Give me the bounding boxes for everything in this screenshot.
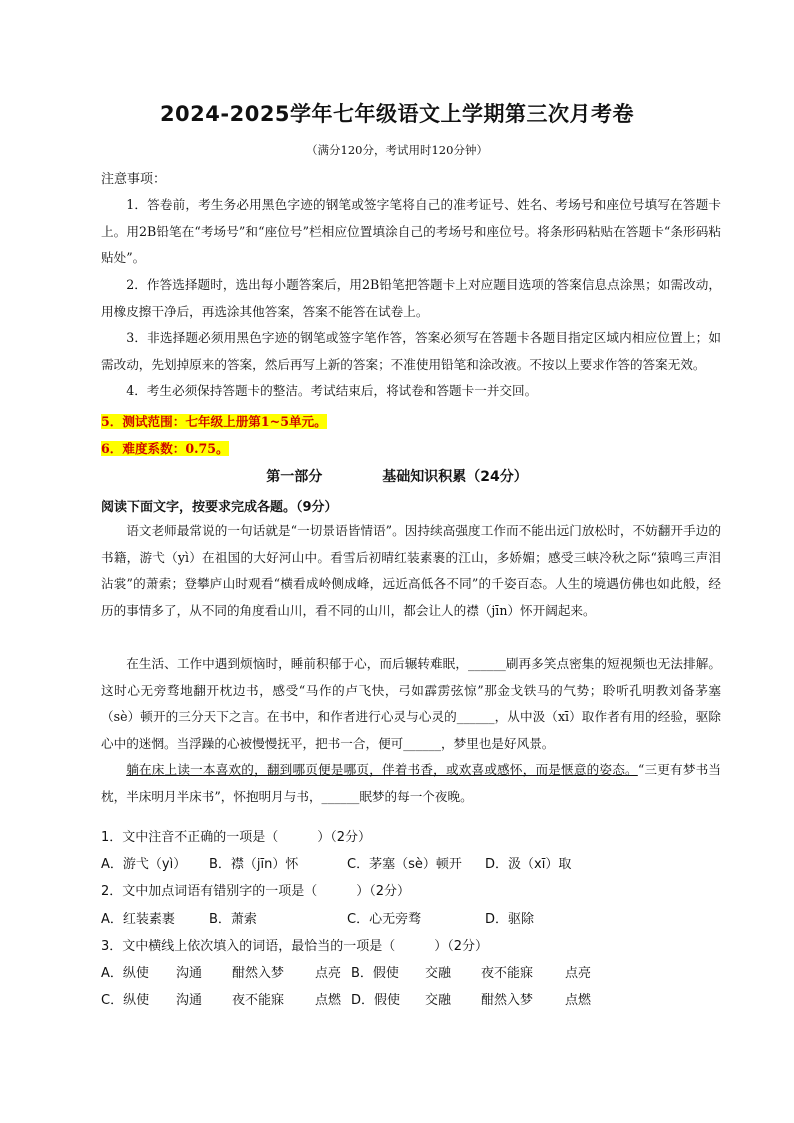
note-item-4: 4．考生必须保持答题卡的整洁。考试结束后，将试卷和答题卡一并交回。 (126, 383, 538, 398)
passage-paragraph-1: 语文老师最常说的一句话就是“一切景语皆情语”。因持续高强度工作而不能出远门放松时，不妨翻开手边的书籍，游弋（yì）在祖国的大好河山中。看雪后初晴红装素裹的江山，多娇媚；感受三峡冷秋之际“猿鸣三声泪沾裳”的萧索；登攀庐山时观看“横看成岭侧成峰，远近高低各不同”的千姿百态。人生的境遇仿佛也如此般，经历的事情多了，从不同的角度看山川，看不同的山川，都会让人的襟（jīn）怀开阔起来。 (101, 523, 721, 618)
question-1-option-c[interactable]: C．茅塞（sè）顿开 (347, 857, 462, 872)
option-word: 酣然入梦 (232, 966, 285, 981)
section-name: 基础知识积累（24分） (382, 469, 528, 485)
option-word: 交融 (425, 993, 452, 1008)
question-2-option-a[interactable]: A．红装素裹 (101, 912, 175, 927)
difficulty-highlight: 6．难度系数：0.75。 (101, 441, 229, 456)
exam-subtitle: （满分120分，考试用时120分钟） (306, 143, 488, 157)
question-3-option-c[interactable]: C．纵使 (101, 993, 150, 1008)
passage-paragraph-3-rest: “三更有梦书当枕，半床明月半床书”，怀抱明月与书，______眠梦的每一个夜晚。 (101, 762, 721, 804)
option-word: 点燃 (315, 993, 342, 1008)
question-3-option-d[interactable]: D．假使 (351, 993, 401, 1008)
note-item-5 (101, 411, 327, 430)
option-word: 点燃 (565, 993, 592, 1008)
note-item-3: 3．非选择题必须用黑色字迹的钢笔或签字笔作答，答案必须写在答题卡各题目指定区域内相应位置上；如需改动，先划掉原来的答案，然后再写上新的答案；不准使用铅笔和涂改液。不按以上要求作答的答案无效。 (101, 330, 721, 372)
question-1-option-a[interactable]: A．游弋（yì） (101, 857, 187, 872)
option-word: 沟通 (176, 966, 203, 981)
question-2-option-d[interactable]: D．驱除 (485, 912, 535, 927)
option-word: 交融 (425, 966, 452, 981)
option-word: 点亮 (315, 966, 342, 981)
option-word: 夜不能寐 (481, 966, 534, 981)
question-3-stem: 3．文中横线上依次填入的词语，最恰当的一项是（ ）（2分） (101, 939, 489, 954)
section-heading (0, 466, 794, 486)
question-1-stem: 1．文中注音不正确的一项是（ ）（2分） (101, 830, 372, 845)
question-3-option-b[interactable]: B．假使 (351, 966, 399, 981)
passage-paragraph-2: 在生活、工作中遇到烦恼时，睡前积郁于心，而后辗转难眠，______刷再多笑点密集的短视频也无法排解。这时心无旁骛地翻开枕边书，感受“马作的卢飞快，弓如霹雳弦惊”那金戈铁马的气势；聆听孔明教刘备茅塞（sè）顿开的三分天下之言。在书中，和作者进行心灵与心灵的______，从中汲（xī）取作者有用的经验，驱除心中的迷惘。当浮躁的心被慢慢抚平，把书一合，便可______，梦里也是好风景。 (101, 656, 721, 751)
option-word: 点亮 (565, 966, 592, 981)
question-3-option-a[interactable]: A．纵使 (101, 966, 149, 981)
note-item-1: 1．答卷前，考生务必用黑色字迹的钢笔或签字笔将自己的准考证号、姓名、考场号和座位号填写在答题卡上。用2B铅笔在“考场号”和“座位号”栏相应位置填涂自己的考场号和座位号。将条形码粘贴在答题卡“条形码粘贴处”。 (101, 197, 721, 265)
notes-heading: 注意事项： (101, 172, 167, 187)
question-1-option-d[interactable]: D．汲（xī）取 (485, 857, 572, 872)
reading-instruction: 阅读下面文字，按要求完成各题。（9分） (101, 500, 338, 515)
option-word: 酣然入梦 (481, 993, 534, 1008)
note-item-6 (101, 438, 229, 457)
option-word: 夜不能寐 (232, 993, 285, 1008)
question-2-stem: 2．文中加点词语有错别字的一项是（ ）（2分） (101, 884, 411, 899)
question-2-option-c[interactable]: C．心无旁骛 (347, 912, 422, 927)
note-item-2: 2．作答选择题时，选出每小题答案后，用2B铅笔把答题卡上对应题目选项的答案信息点涂黑；如需改动，用橡皮擦干净后，再选涂其他答案，答案不能答在试卷上。 (101, 277, 721, 319)
question-1-option-b[interactable]: B．襟（jīn）怀 (209, 857, 299, 872)
passage-paragraph-3 (101, 757, 721, 810)
question-2-option-b[interactable]: B．萧索 (209, 912, 257, 927)
exam-title: 2024-2025学年七年级语文上学期第三次月考卷 (159, 102, 635, 126)
test-scope-highlight: 5．测试范围：七年级上册第1~5单元。 (101, 414, 327, 429)
underlined-sentence: 躺在床上读一本喜欢的，翻到哪页便是哪页，伴着书香，或欢喜或感怀，而是惬意的姿态。 (126, 762, 638, 777)
option-word: 沟通 (176, 993, 203, 1008)
section-part: 第一部分 (266, 469, 323, 485)
